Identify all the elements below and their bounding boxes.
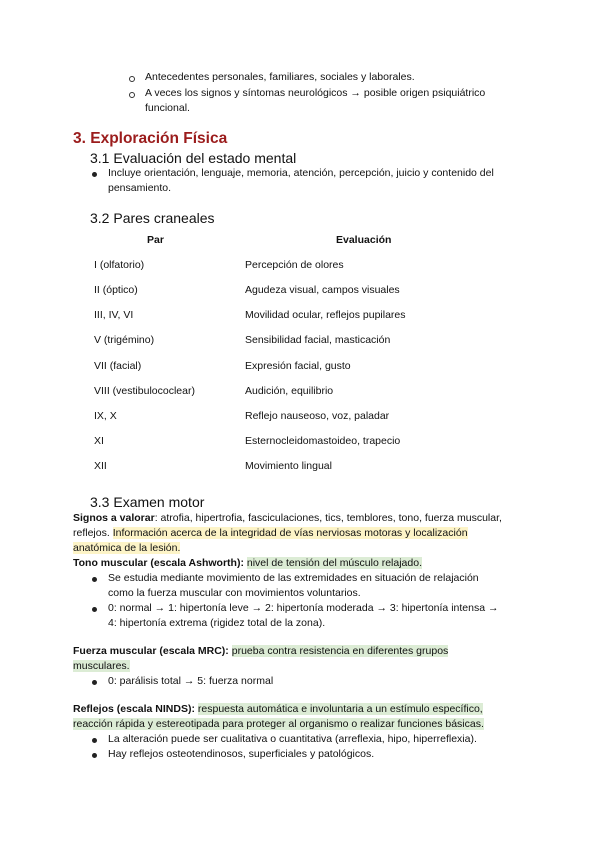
- table-cell-evaluacion: Esternocleidomastoideo, trapecio: [245, 435, 401, 447]
- table-cell-evaluacion: Percepción de olores: [245, 259, 344, 271]
- list-bullet-icon: [92, 738, 97, 743]
- table-cell-evaluacion: Movilidad ocular, reflejos pupilares: [245, 309, 406, 321]
- paragraph-reflejos: [73, 702, 483, 717]
- reflejos-definition-2: reacción rápida y estereotipada para proteger al organismo o realizar funciones básicas.: [73, 718, 484, 730]
- signos-highlight: Información acerca de la integridad de vías nerviosas motoras y localización: [112, 527, 468, 539]
- list-item-continuation: funcional.: [145, 102, 190, 114]
- list-item: Incluye orientación, lenguaje, memoria, atención, percepción, juicio y contenido del: [108, 167, 494, 179]
- list-item-continuation: pensamiento.: [108, 182, 172, 194]
- list-bullet-icon: [129, 76, 135, 82]
- table-cell-par: VIII (vestibulococlear): [94, 385, 195, 397]
- subsection-heading: 3.1 Evaluación del estado mental: [90, 150, 297, 166]
- list-bullet-icon: [92, 577, 97, 582]
- paragraph-reflejos-line2: [73, 717, 484, 732]
- list-item: 0: normal → 1: hipertonía leve → 2: hipertonía moderada → 3: hipertonía intensa →: [108, 602, 499, 614]
- table-cell-par: XII: [94, 460, 107, 472]
- table-cell-evaluacion: Agudeza visual, campos visuales: [245, 284, 400, 296]
- signos-text-2: reflejos.: [73, 527, 113, 539]
- paragraph-signos-line3: [73, 541, 180, 556]
- list-bullet-icon: [92, 607, 97, 612]
- reflejos-definition: respuesta automática e involuntaria a un estímulo específico,: [197, 703, 483, 715]
- list-item: Hay reflejos osteotendinosos, superficiales y patológicos.: [108, 748, 375, 760]
- table-cell-par: VII (facial): [94, 360, 142, 372]
- list-item-continuation: 4: hipertonía extrema (rigidez total de la zona).: [108, 617, 326, 629]
- table-cell-evaluacion: Expresión facial, gusto: [245, 360, 351, 372]
- subsection-heading: 3.3 Examen motor: [90, 494, 205, 510]
- table-cell-evaluacion: Audición, equilibrio: [245, 385, 334, 397]
- paragraph-signos-line2: [73, 526, 468, 541]
- list-bullet-icon: [92, 680, 97, 685]
- list-item: Antecedentes personales, familiares, sociales y laborales.: [145, 71, 415, 83]
- table-cell-evaluacion: Sensibilidad facial, masticación: [245, 334, 391, 346]
- list-bullet-icon: [92, 753, 97, 758]
- subsection-heading: 3.2 Pares craneales: [90, 210, 215, 226]
- fuerza-definition: prueba contra resistencia en diferentes grupos: [231, 645, 449, 657]
- tono-definition: nivel de tensión del músculo relajado.: [246, 557, 422, 569]
- list-item: A veces los signos y síntomas neurológicos → posible origen psiquiátrico: [145, 87, 486, 99]
- reflejos-label: Reflejos (escala NINDS):: [73, 703, 195, 715]
- fuerza-label: Fuerza muscular (escala MRC):: [73, 645, 229, 657]
- paragraph-fuerza-line2: [73, 659, 130, 674]
- table-cell-par: III, IV, VI: [94, 309, 134, 321]
- table-cell-par: IX, X: [94, 410, 117, 422]
- list-item-continuation: como la fuerza muscular con movimientos voluntarios.: [108, 587, 361, 599]
- table-header-evaluacion: Evaluación: [336, 234, 392, 246]
- list-item: 0: parálisis total → 5: fuerza normal: [108, 675, 274, 687]
- signos-highlight-2: anatómica de la lesión.: [73, 542, 181, 554]
- table-cell-par: XI: [94, 435, 104, 447]
- fuerza-definition-2: musculares.: [73, 660, 130, 672]
- list-bullet-icon: [129, 92, 135, 98]
- tono-label: Tono muscular (escala Ashworth):: [73, 557, 244, 569]
- table-cell-evaluacion: Movimiento lingual: [245, 460, 332, 472]
- table-cell-par: V (trigémino): [94, 334, 155, 346]
- table-header-par: Par: [147, 234, 164, 246]
- signos-label: Signos a valorar: [73, 512, 155, 524]
- paragraph-tono: [73, 556, 422, 571]
- table-cell-evaluacion: Reflejo nauseoso, voz, paladar: [245, 410, 390, 422]
- paragraph-fuerza: [73, 644, 448, 659]
- list-item: La alteración puede ser cualitativa o cuantitativa (arreflexia, hipo, hiperreflexia).: [108, 733, 477, 745]
- table-cell-par: I (olfatorio): [94, 259, 145, 271]
- paragraph-signos: [73, 511, 502, 526]
- list-item: Se estudia mediante movimiento de las extremidades en situación de relajación: [108, 572, 479, 584]
- list-bullet-icon: [92, 172, 97, 177]
- table-cell-par: II (óptico): [94, 284, 138, 296]
- section-heading: 3. Exploración Física: [73, 130, 228, 147]
- signos-text: : atrofia, hipertrofia, fasciculaciones, tics, temblores, tono, fuerza muscular,: [154, 512, 502, 524]
